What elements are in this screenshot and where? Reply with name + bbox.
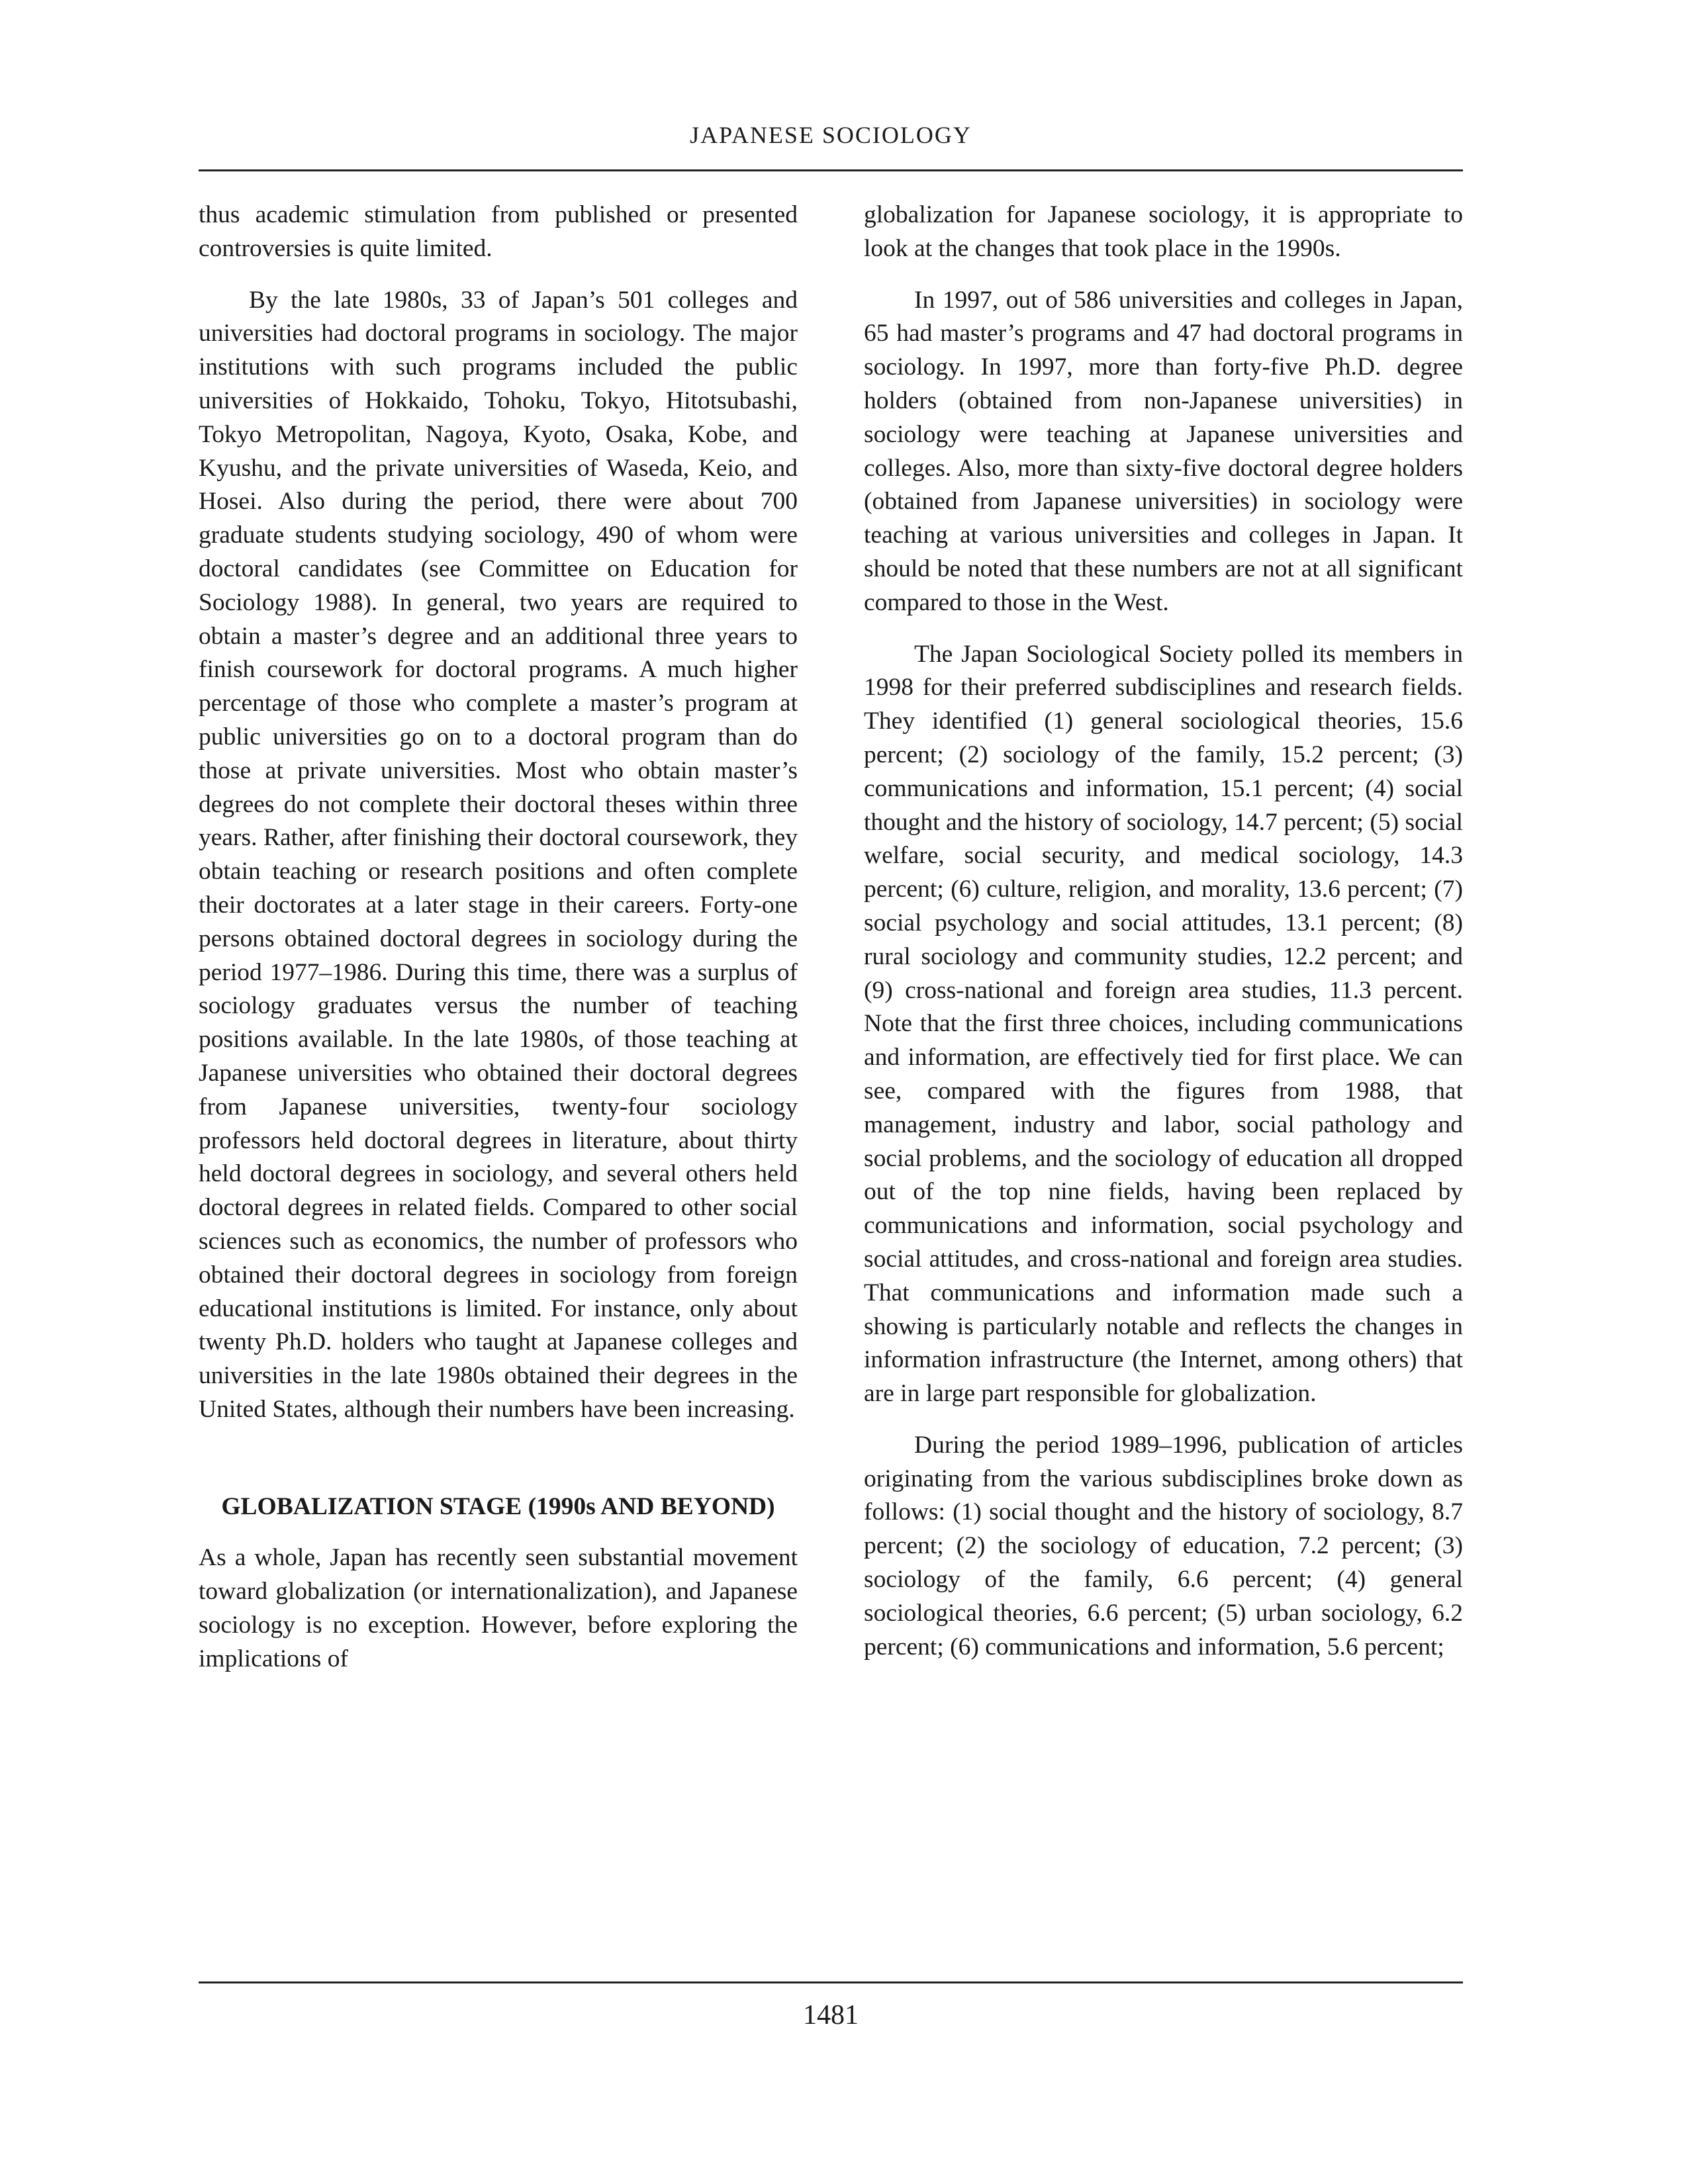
right-column <box>864 199 1463 1682</box>
header-rule <box>199 169 1463 171</box>
paragraph: By the late 1980s, 33 of Japan’s 501 colleges and universities had doctoral programs in sociology. The major institutions with such programs included the public universities of Hokkaido, Tohoku, Tokyo, Hitotsubashi, Tokyo Metropolitan, Nagoya, Kyoto, Osaka, Kobe, and Kyushu, and the private universities of Waseda, Keio, and Hosei. Also during the period, there were about 700 graduate students studying sociology, 490 of whom were doctoral candidates (see Committee on Education for Sociology 1988). In general, two years are required to obtain a master’s degree and an additional three years to finish coursework for doctoral programs. A much higher percentage of those who complete a master’s program at public universities go on to a doctoral program than do those at private universities. Most who obtain master’s degrees do not complete their doctoral theses within three years. Rather, after finishing their doctoral coursework, they obtain teaching or research positions and often complete their doctorates at a later stage in their careers. Forty-one persons obtained doctoral degrees in sociology during the period 1977–1986. During this time, there was a surplus of sociology graduates versus the number of teaching positions available. In the late 1980s, of those teaching at Japanese universities who obtained their doctoral degrees from Japanese universities, twenty-four sociology professors held doctoral degrees in literature, about thirty held doctoral degrees in sociology, and several others held doctoral degrees in related fields. Compared to other social sciences such as economics, the number of professors who obtained their doctoral degrees in sociology from foreign educational institutions is limited. For instance, only about twenty Ph.D. holders who taught at Japanese colleges and universities in the late 1980s obtained their degrees in the United States, although their numbers have been increasing. <box>199 286 798 1423</box>
page-number: 1481 <box>803 2000 859 2030</box>
paragraph: thus academic stimulation from published or presented controversies is quite limited. <box>199 201 798 262</box>
running-head: JAPANESE SOCIOLOGY <box>690 122 972 148</box>
left-column <box>199 199 798 1694</box>
footer-rule <box>199 1981 1463 1983</box>
paragraph: As a whole, Japan has recently seen substantial movement toward globalization (or internationalization), and Japanese sociology is no exception. However, before exploring the implications of <box>199 1544 798 1672</box>
paragraph: During the period 1989–1996, publication of articles originating from the various subdisciplines broke down as follows: (1) social thought and the history of sociology, 8.7 percent; (2) the sociology of education, 7.2 percent; (3) sociology of the family, 6.6 percent; (4) general sociological theories, 6.6 percent; (5) urban sociology, 6.2 percent; (6) communications and information, 5.6 percent; <box>864 1431 1463 1661</box>
paragraph: In 1997, out of 586 universities and colleges in Japan, 65 had master’s programs and 47 had doctoral programs in sociology. In 1997, more than forty-five Ph.D. degree holders (obtained from non-Japanese universities) in sociology were teaching at Japanese universities and colleges. Also, more than sixty-five doctoral degree holders (obtained from Japanese universities) in sociology were teaching at various universities and colleges in Japan. It should be noted that these numbers are not at all significant compared to those in the West. <box>864 286 1463 616</box>
paragraph: globalization for Japanese sociology, it is appropriate to look at the changes that took place in the 1990s. <box>864 201 1463 262</box>
section-heading: GLOBALIZATION STAGE (1990s AND BEYOND) <box>221 1492 775 1520</box>
paragraph: The Japan Sociological Society polled its members in 1998 for their preferred subdisciplines and research fields. They identified (1) general sociological theories, 15.6 percent; (2) sociology of the family, 15.2 percent; (3) communications and information, 15.1 percent; (4) social thought and the history of sociology, 14.7 percent; (5) social welfare, social security, and medical sociology, 14.3 percent; (6) culture, religion, and morality, 13.6 percent; (7) social psychology and social attitudes, 13.1 percent; (8) rural sociology and community studies, 12.2 percent; and (9) cross-national and foreign area studies, 11.3 percent. Note that the first three choices, including communications and information, are effectively tied for first place. We can see, compared with the figures from 1988, that management, industry and labor, social pathology and social problems, and the sociology of education all dropped out of the top nine fields, having been replaced by communications and information, social psychology and social attitudes, and cross-national and foreign area studies. That communications and information made such a showing is particularly notable and reflects the changes in information infrastructure (the Internet, among others) that are in large part responsible for globalization. <box>864 640 1463 1408</box>
